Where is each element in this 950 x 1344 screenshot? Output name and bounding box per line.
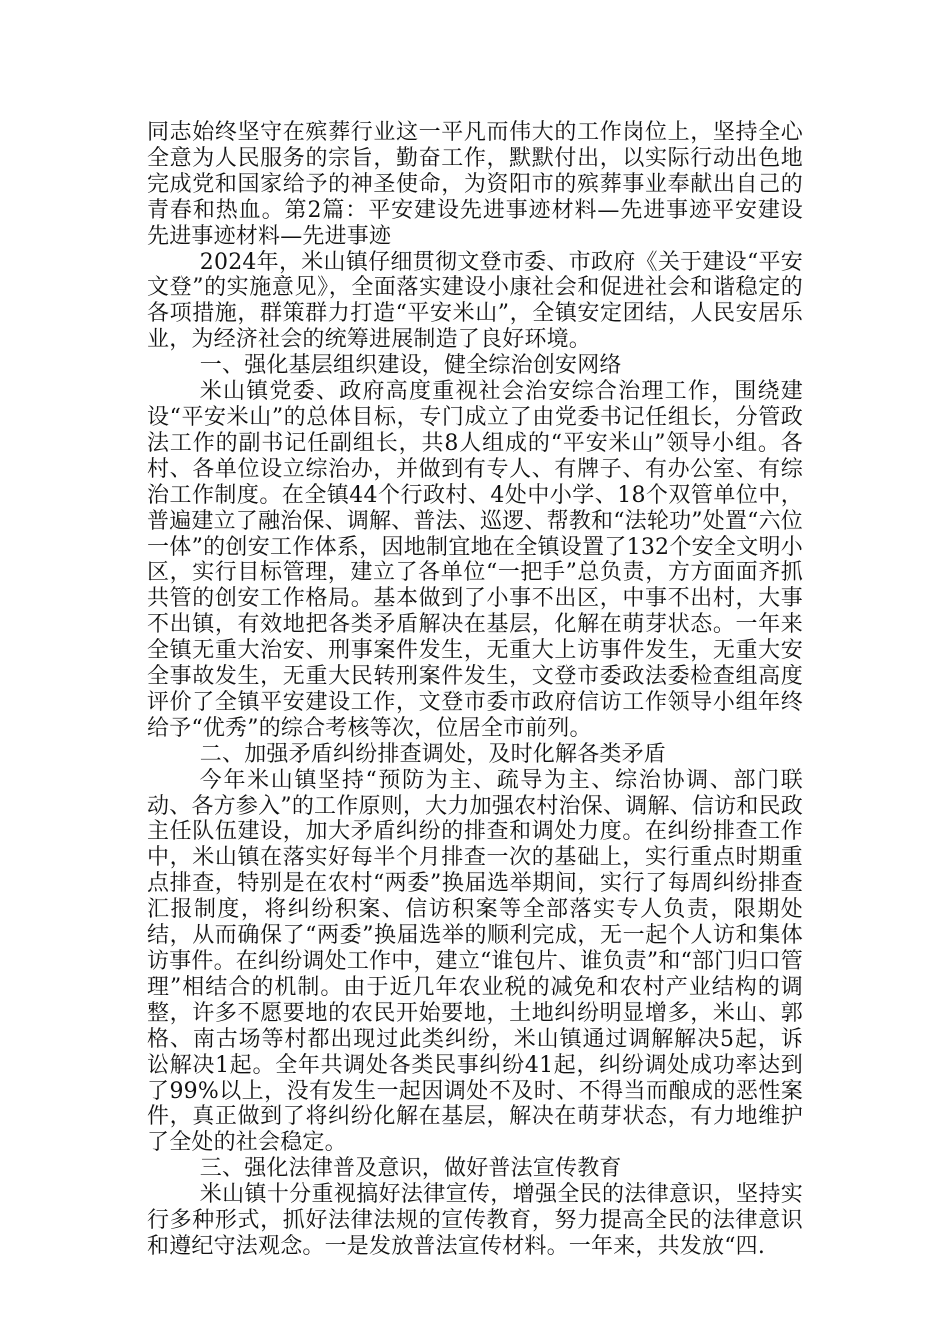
paragraph-3: 米山镇党委、政府高度重视社会治安综合治理工作，围绕建设“平安米山”的总体目标，专门成立了由党委书记任组长，分管政法工作的副书记任副组长，共8人组成的“平安米山”领导小组。各村、各单位设立综治办，并做到有专人、有牌子、有办公室、有综治工作制度。在全镇44个行政村、4处中小学、18个双管单位中，普遍建立了融治保、调解、普法、巡逻、帮教和“法轮功”处置“六位一体”的创安工作体系，因地制宜地在全镇设置了132个安全文明小区，实行目标管理，建立了各单位“一把手”总负责，方方面面齐抓共管的创安工作格局。基本做到了小事不出区，中事不出村，大事不出镇，有效地把各类矛盾解决在基层，化解在萌芽状态。一年来全镇无重大治安、刑事案件发生，无重大上访事件发生，无重大安全事故发生，无重大民转刑案件发生，文登市委政法委检查组高度评价了全镇平安建设工作，文登市委市政府信访工作领导小组年终给予“优秀”的综合考核等次，位居全市前列。 [147,379,803,741]
document-body [147,120,803,1260]
paragraph-5: 米山镇十分重视搞好法律宣传，增强全民的法律意识，坚持实行多种形式，抓好法律法规的宣传教育，努力提高全民的法律意识和遵纪守法观念。一是发放普法宣传材料。一年来，共发放“四. [147,1182,803,1259]
section-heading-1: 一、强化基层组织建设，健全综治创安网络 [199,353,622,379]
section-heading-2: 二、加强矛盾纠纷排查调处，及时化解各类矛盾 [199,741,666,767]
paragraph-2: 2024年，米山镇仔细贯彻文登市委、市政府《关于建设“平安文登”的实施意见》，全面落实建设小康社会和促进社会和谐稳定的各项措施，群策群力打造“平安米山”，全镇安定团结，人民安居乐业，为经济社会的统筹进展制造了良好环境。 [147,249,803,353]
paragraph-4: 今年米山镇坚持“预防为主、疏导为主、综治协调、部门联动、各方参入”的工作原则，大力加强农村治保、调解、信访和民政主任队伍建设，加大矛盾纠纷的排查和调处力度。在纠纷排查工作中，米山镇在落实好每半个月排查一次的基础上，实行重点时期重点排查，特别是在农村“两委”换届选举期间，实行了每周纠纷排查汇报制度，将纠纷积案、信访积案等全部落实专人负责，限期处结，从而确保了“两委”换届选举的顺利完成，无一起个人访和集体访事件。在纠纷调处工作中，建立“谁包片、谁负责”和“部门归口管理”相结合的机制。由于近几年农业税的减免和农村产业结构的调整，许多不愿要地的农民开始要地，土地纠纷明显增多，米山、郭格、南古场等村都出现过此类纠纷，米山镇通过调解解决5起，诉讼解决1起。全年共调处各类民事纠纷41起，纠纷调处成功率达到了99%以上，没有发生一起因调处不及时、不得当而酿成的恶性案件，真正做到了将纠纷化解在基层，解决在萌芽状态，有力地维护了全处的社会稳定。 [147,767,803,1156]
section-heading-3: 三、强化法律普及意识，做好普法宣传教育 [199,1156,622,1182]
paragraph-1: 同志始终坚守在殡葬行业这一平凡而伟大的工作岗位上，坚持全心全意为人民服务的宗旨，勤奋工作，默默付出，以实际行动出色地完成党和国家给予的神圣使命，为资阳市的殡葬事业奉献出自己的青春和热血。第2篇：平安建设先进事迹材料—先进事迹平安建设先进事迹材料—先进事迹 [147,120,803,249]
